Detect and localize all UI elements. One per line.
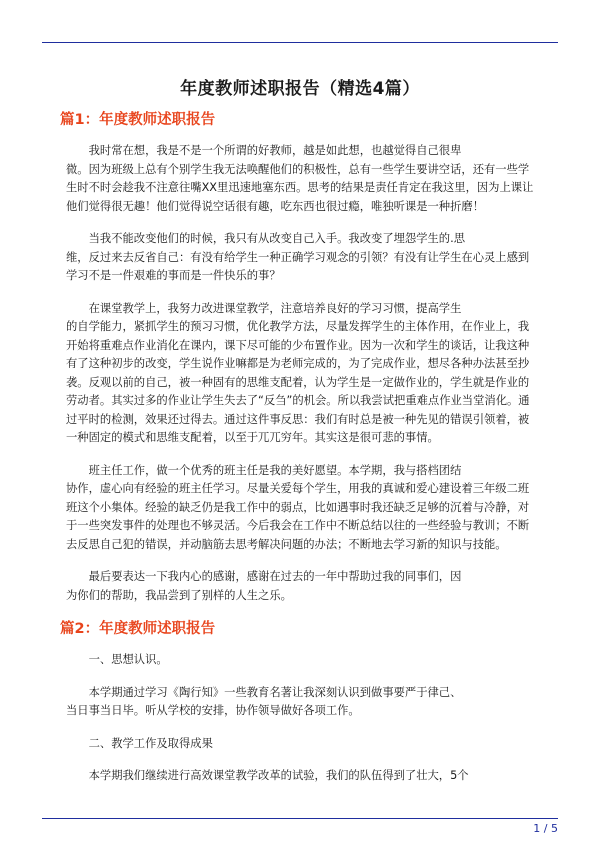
section-1-paragraph-4	[66, 462, 534, 555]
section-1-paragraph-3	[66, 300, 534, 448]
footer-rule	[42, 818, 558, 819]
page-number: 1 / 5	[533, 822, 558, 835]
section-2-item-2-paragraph	[66, 767, 534, 786]
paragraph-body: 的自学能力，紧抓学生的预习习惯，优化教学方法，尽量发挥学生的主体作用，在作业上，我开始将重难点作业消化在课内，课下尽可能的少布置作业。因为一次和学生的谈话，让我这种有了这种初步的改变，学生说作业嘛都是为老师完成的，为了完成作业，想尽各种办法甚至抄袭。反观以前的自己，被一种固有的思维支配着，认为学生是一定做作业的，学生就是作业的劳动者。其实过多的作业让学生失去了“反刍”的机会。所以我尝试把重难点作业当堂消化。通过平时的检测，效果还过得去。通过这件事反思：我们有时总是被一种先见的错误引领着，被一种固定的模式和思维支配着，以至于兀兀穷年。其实这是很可悲的事情。	[66, 320, 530, 444]
section-1-paragraph-5	[66, 568, 534, 605]
section-2-item-2-title: 二、教学工作及取得成果	[66, 736, 213, 750]
paragraph-body: 为你们的帮助，我品尝到了别样的人生之乐。	[66, 588, 292, 602]
paragraph-body: 维，反过来去反省自己：有没有给学生一种正确学习观念的引领？有没有让学生在心灵上感到学习不是一件艰难的事而是一件快乐的事？	[66, 250, 530, 282]
paragraph-body: 微。因为班级上总有个别学生我无法唤醒他们的积极性，总有一些学生要讲空话，还有一些学生时不时会趁我不注意往嘴XX里迅速地塞东西。思考的结果是责任肯定在我这里，因为上课让他们觉得很无趣！他们觉得说空话很有趣，吃东西也很过瘾，唯独听课是一种折磨！	[66, 162, 534, 213]
paragraph-first-line: 在课堂教学上，我努力改进课堂教学，注意培养良好的学习习惯，提高学生	[66, 301, 462, 315]
header-rule	[42, 42, 558, 43]
paragraph-first-line: 当我不能改变他们的时候，我只有从改变自己入手。我改变了埋怨学生的.思	[66, 232, 465, 245]
section-2-heading: 篇2：年度教师述职报告	[60, 621, 216, 637]
paragraph-first-line: 本学期通过学习《陶行知》一些教育名著让我深刻认识到做事要严于律己、	[66, 685, 462, 699]
paragraph-first-line: 我时常在想，我是不是一个所谓的好教师，越是如此想，也越觉得自己很卑	[66, 144, 462, 157]
paragraph-first-line: 班主任工作，做一个优秀的班主任是我的美好愿望。本学期，我与搭档团结	[66, 463, 462, 477]
section-2-item-1-paragraph	[66, 684, 534, 721]
section-1-paragraph-1	[66, 142, 534, 216]
page-content	[60, 78, 534, 800]
paragraph-first-line: 本学期我们继续进行高效课堂教学改革的试验，我们的队伍得到了壮大，5个	[66, 769, 469, 782]
document-title: 年度教师述职报告（精选4篇）	[180, 79, 420, 99]
section-2-item-1-title: 一、思想认识。	[66, 653, 168, 666]
paragraph-body: 协作，虚心向有经验的班主任学习。尽量关爱每个学生，用我的真诚和爱心建设着三年级二班班这个小集体。经验的缺乏仍是我工作中的弱点，比如遇事时我还缺乏足够的沉着与冷静，对于一些突发事件的处理也不够灵活。今后我会在工作中不断总结以往的一些经验与教训；不断去反思自己犯的错误，并动脑筋去思考解决问题的办法；不断地去学习新的知识与技能。	[66, 482, 530, 551]
paragraph-body: 当日事当日毕。听从学校的安排，协作领导做好各项工作。	[66, 704, 360, 717]
paragraph-first-line: 最后要表达一下我内心的感谢，感谢在过去的一年中帮助过我的同事们，因	[66, 570, 462, 583]
section-1-paragraph-2	[66, 230, 534, 286]
section-1-heading: 篇1：年度教师述职报告	[60, 112, 216, 128]
